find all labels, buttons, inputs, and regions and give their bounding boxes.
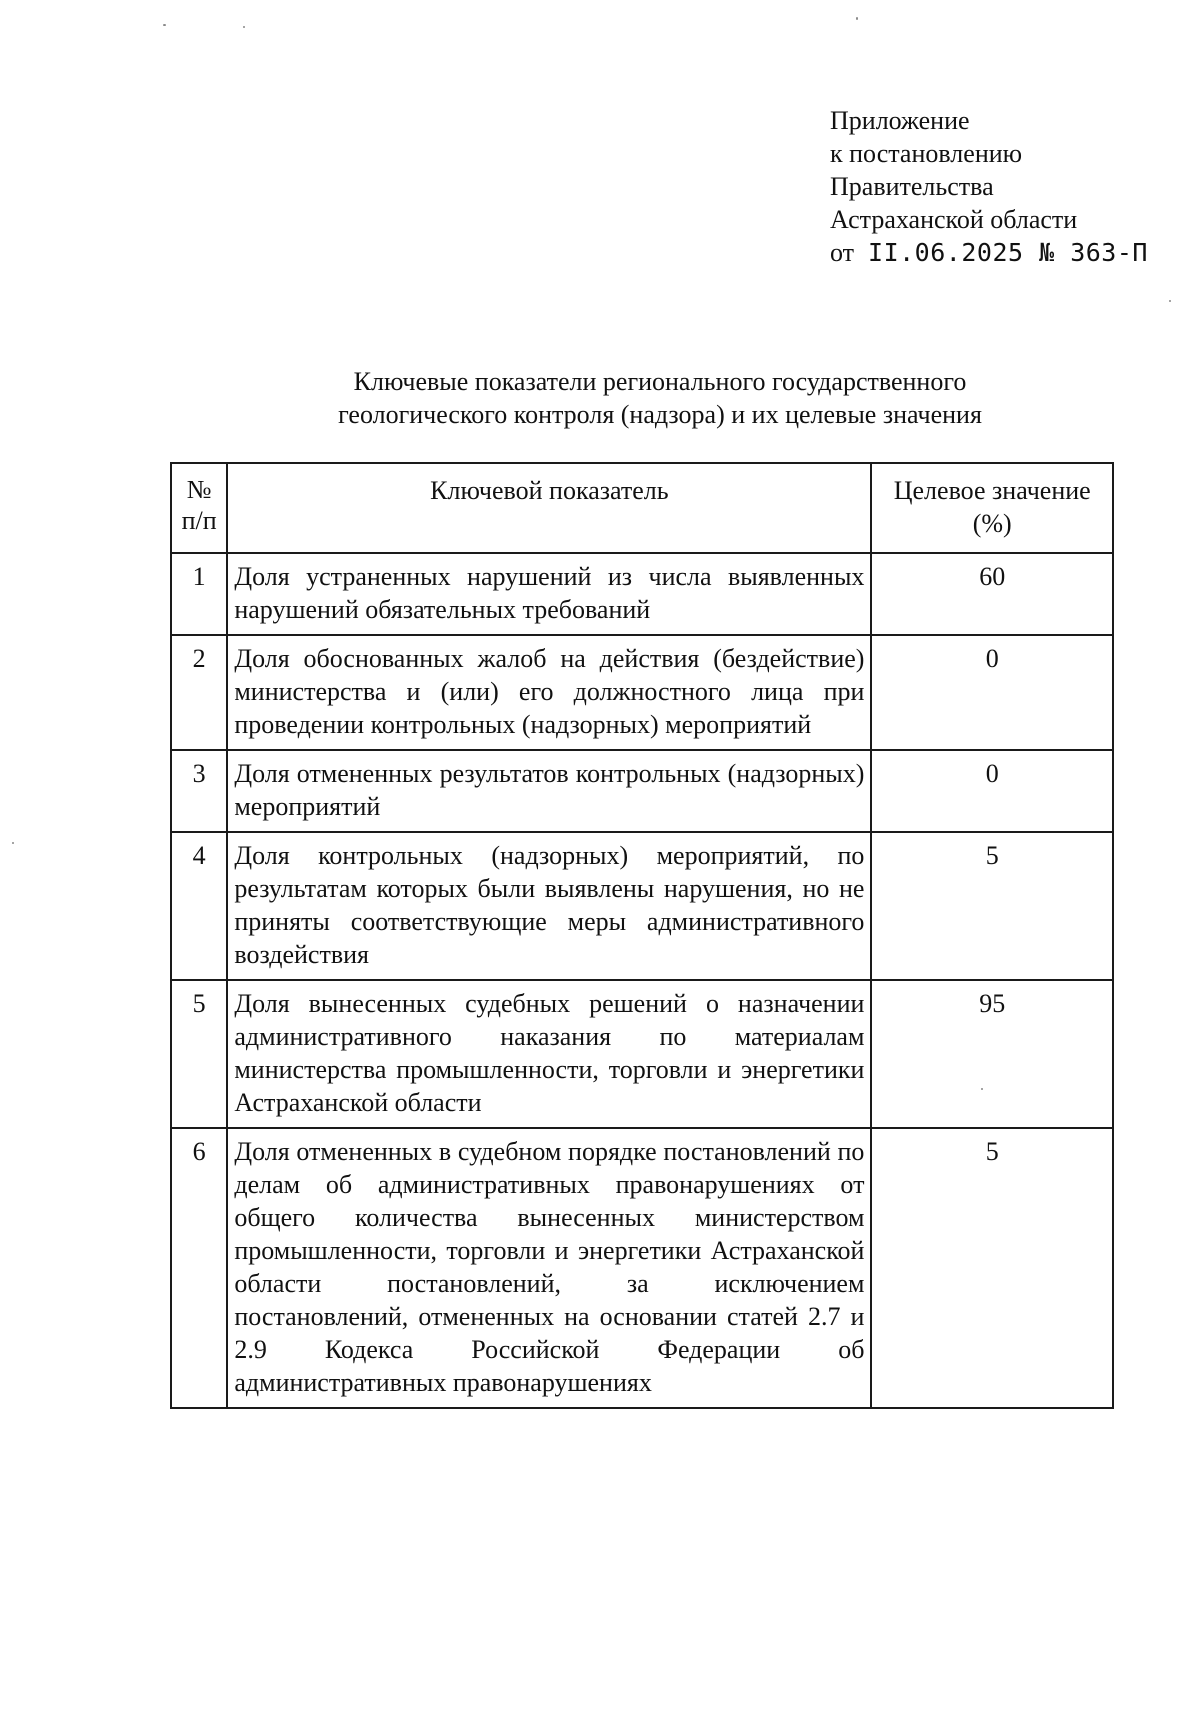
header-indicator-label: Ключевой показатель [430, 476, 669, 505]
appendix-date-number: II.06.2025 № 363-П [868, 238, 1148, 267]
header-number [171, 463, 227, 553]
header-target-value [871, 463, 1113, 553]
appendix-header [830, 104, 1148, 269]
row-indicator: Доля отмененных результатов контрольных (надзорных) мероприятий [227, 750, 871, 832]
appendix-date-line [830, 236, 1148, 269]
row-number: 4 [171, 832, 227, 980]
row-target-value: 5 [871, 832, 1113, 980]
document-title-line-2: геологического контроля (надзора) и их целевые значения [338, 400, 982, 429]
table-row [171, 832, 1113, 980]
row-target-value: 0 [871, 750, 1113, 832]
row-indicator: Доля устраненных нарушений из числа выявленных нарушений обязательных требований [227, 553, 871, 635]
indicators-table [170, 462, 1114, 1409]
table-row [171, 750, 1113, 832]
scan-speck [243, 26, 245, 28]
table-row [171, 980, 1113, 1128]
row-number: 3 [171, 750, 227, 832]
header-indicator [227, 463, 871, 553]
header-number-line-1: № [186, 475, 212, 504]
appendix-line-1: Приложение [830, 106, 970, 135]
appendix-line-3: Правительства [830, 172, 994, 201]
table-header-row [171, 463, 1113, 553]
row-target-value: 5 [871, 1128, 1113, 1408]
table-row [171, 553, 1113, 635]
row-number: 5 [171, 980, 227, 1128]
row-number: 6 [171, 1128, 227, 1408]
appendix-line-2: к постановлению [830, 139, 1023, 168]
row-number: 2 [171, 635, 227, 750]
row-indicator: Доля обоснованных жалоб на действия (бездействие) министерства и (или) его должностного лица при проведении контрольных (надзорных) мероприятий [227, 635, 871, 750]
table-row [171, 1128, 1113, 1408]
document-title-line-1: Ключевые показатели регионального государственного [353, 367, 967, 396]
row-indicator: Доля отмененных в судебном порядке постановлений по делам об административных правонарушениях от общего количества вынесенных министерством промышленности, торговли и энергетики Астраханской области постановлений, за исключением постановлений, отмененных на основании статей 2.7 и 2.9 Кодекса Российской Федерации об административных правонарушениях [227, 1128, 871, 1408]
header-number-line-2: п/п [181, 506, 217, 535]
document-title [170, 365, 1150, 431]
scan-speck [981, 1088, 983, 1090]
appendix-line-4: Астраханской области [830, 205, 1078, 234]
row-target-value: 60 [871, 553, 1113, 635]
header-target-line-1: Целевое значение [893, 476, 1091, 505]
row-number: 1 [171, 553, 227, 635]
table-row [171, 635, 1113, 750]
scan-speck [856, 17, 858, 20]
row-indicator: Доля вынесенных судебных решений о назначении административного наказания по материалам министерства промышленности, торговли и энергетики Астраханской области [227, 980, 871, 1128]
row-target-value: 95 [871, 980, 1113, 1128]
header-target-line-2: (%) [972, 509, 1012, 538]
scan-speck [12, 842, 14, 844]
scan-speck [163, 24, 166, 26]
row-indicator: Доля контрольных (надзорных) мероприятий, по результатам которых были выявлены нарушения, но не приняты соответствующие меры административного воздействия [227, 832, 871, 980]
row-target-value: 0 [871, 635, 1113, 750]
scan-speck [1169, 300, 1171, 302]
appendix-date-prefix: от [830, 238, 855, 267]
